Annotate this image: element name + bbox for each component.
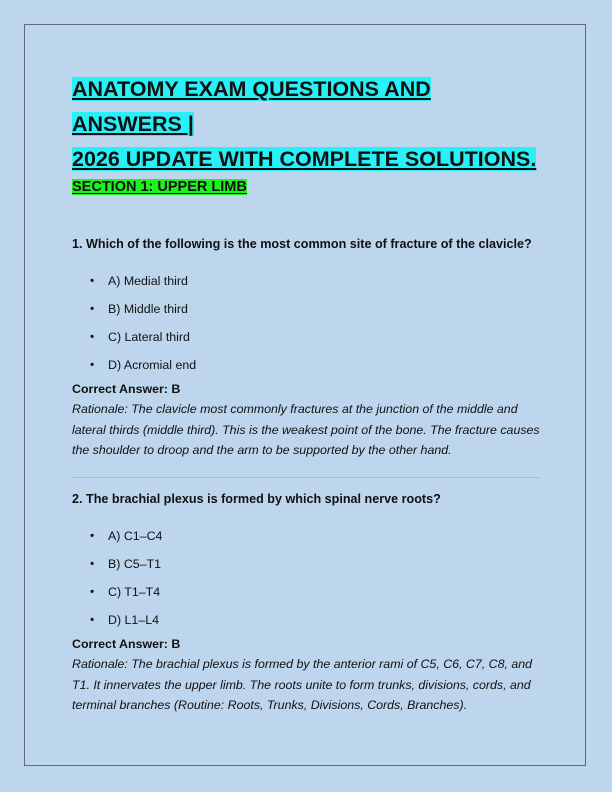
option-item: [72, 522, 542, 550]
question-1: [72, 236, 542, 461]
option-list: [72, 267, 542, 379]
option-label: A) Medial third: [108, 273, 188, 288]
option-item: [72, 351, 542, 379]
option-item: [72, 550, 542, 578]
option-item: [72, 578, 542, 606]
rationale: Rationale: The clavicle most commonly fractures at the junction of the middle and lateral thirds (middle third). This is the weakest point of the bone. The fracture causes the shoulder to droop and the arm to be supported by the other hand.: [72, 402, 540, 457]
option-label: D) L1–L4: [108, 612, 159, 627]
option-item: [72, 295, 542, 323]
bullet-icon: •: [90, 301, 95, 316]
bullet-icon: •: [90, 528, 95, 543]
correct-answer: Correct Answer: B: [72, 382, 181, 396]
title-line-1: ANATOMY EXAM QUESTIONS AND ANSWERS |: [72, 77, 431, 136]
option-label: C) Lateral third: [108, 329, 190, 344]
bullet-icon: •: [90, 329, 95, 344]
option-list: [72, 522, 542, 634]
question-text: 1. Which of the following is the most common site of fracture of the clavicle?: [72, 237, 532, 251]
bullet-icon: •: [90, 584, 95, 599]
correct-answer: Correct Answer: B: [72, 637, 181, 651]
option-label: A) C1–C4: [108, 528, 163, 543]
section-heading-text: SECTION 1: UPPER LIMB: [72, 179, 247, 195]
bullet-icon: •: [90, 556, 95, 571]
rationale: Rationale: The brachial plexus is formed by the anterior rami of C5, C6, C7, C8, and T1. It innervates the upper limb. The roots unite to form trunks, divisions, cords, and terminal branches (Routine: Roots, Trunks, Divisions, Cords, Branches).: [72, 657, 533, 712]
question-2: [72, 491, 542, 716]
question-text: 2. The brachial plexus is formed by which spinal nerve roots?: [72, 492, 441, 506]
section-heading: [72, 176, 247, 198]
option-label: B) Middle third: [108, 301, 188, 316]
bullet-icon: •: [90, 612, 95, 627]
document-title: [72, 72, 542, 177]
option-label: C) T1–T4: [108, 584, 161, 599]
section-divider: [72, 477, 540, 478]
bullet-icon: •: [90, 273, 95, 288]
title-line-2: 2026 UPDATE WITH COMPLETE SOLUTIONS.: [72, 147, 537, 171]
option-label: D) Acromial end: [108, 357, 197, 372]
option-item: [72, 606, 542, 634]
option-item: [72, 267, 542, 295]
option-label: B) C5–T1: [108, 556, 162, 571]
option-item: [72, 323, 542, 351]
bullet-icon: •: [90, 357, 95, 372]
